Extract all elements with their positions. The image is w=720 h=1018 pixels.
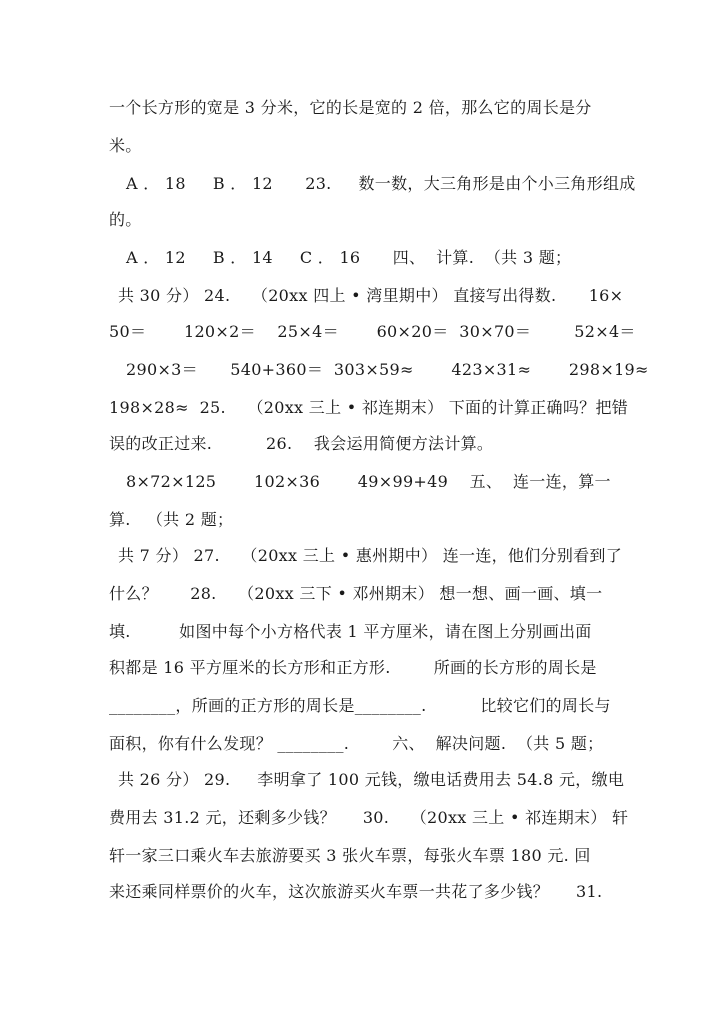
text-line: 198×28≈ 25. （20xx 三上 • 祁连期末） 下面的计算正确吗？把错 <box>109 398 629 417</box>
text-line: 8×72×125 102×36 49×99+49 五、 连一连，算一 <box>126 472 611 491</box>
text-line: 积都是 16 平方厘米的长方形和正方形. 所画的长方形的周长是 <box>109 658 597 677</box>
text-line: 误的改正过来. 26. 我会运用简便方法计算。 <box>109 434 494 453</box>
text-line: 290×3＝ 540+360＝ 303×59≈ 423×31≈ 298×19≈ <box>126 360 649 379</box>
text-line: A ． 18 B ． 12 23. 数一数，大三角形是由个小三角形组成 <box>126 174 636 193</box>
text-line: 50＝ 120×2＝ 25×4＝ 60×20＝ 30×70＝ 52×4＝ <box>109 322 636 341</box>
text-line: A ． 12 B ． 14 C ． 16 四、 计算. （共 3 题； <box>126 248 572 267</box>
text-line: 填. 如图中每个小方格代表 1 平方厘米，请在图上分别画出面 <box>109 622 592 641</box>
text-line: 一个长方形的宽是 3 分米，它的长是宽的 2 倍，那么它的周长是分 <box>109 98 592 117</box>
text-line: 什么？ 28. （20xx 三下 • 邓州期末） 想一想、画一画、填一 <box>109 584 603 603</box>
text-line: 费用去 31.2 元，还剩多少钱？ 30. （20xx 三上 • 祁连期末） 轩 <box>109 808 629 827</box>
text-line: 算. （共 2 题； <box>109 510 234 529</box>
text-line: 来还乘同样票价的火车，这次旅游买火车票一共花了多少钱？ 31. <box>109 882 603 901</box>
text-line: 轩一家三口乘火车去旅游要买 3 张火车票，每张火车票 180 元. 回 <box>109 846 591 865</box>
text-line: 共 30 分） 24. （20xx 四上 • 湾里期中） 直接写出得数. 16× <box>118 286 624 305</box>
text-line: 共 7 分） 27. （20xx 三上 • 惠州期中） 连一连，他们分别看到了 <box>118 546 623 565</box>
text-line: 面积，你有什么发现？ ________. 六、 解决问题. （共 5 题； <box>109 734 604 753</box>
text-line: 米。 <box>109 136 142 155</box>
text-line: 的。 <box>109 210 142 229</box>
text-line: 共 26 分） 29. 李明拿了 100 元钱，缴电话费用去 54.8 元，缴电 <box>118 770 625 789</box>
text-line: ________，所画的正方形的周长是________. 比较它们的周长与 <box>109 696 611 715</box>
